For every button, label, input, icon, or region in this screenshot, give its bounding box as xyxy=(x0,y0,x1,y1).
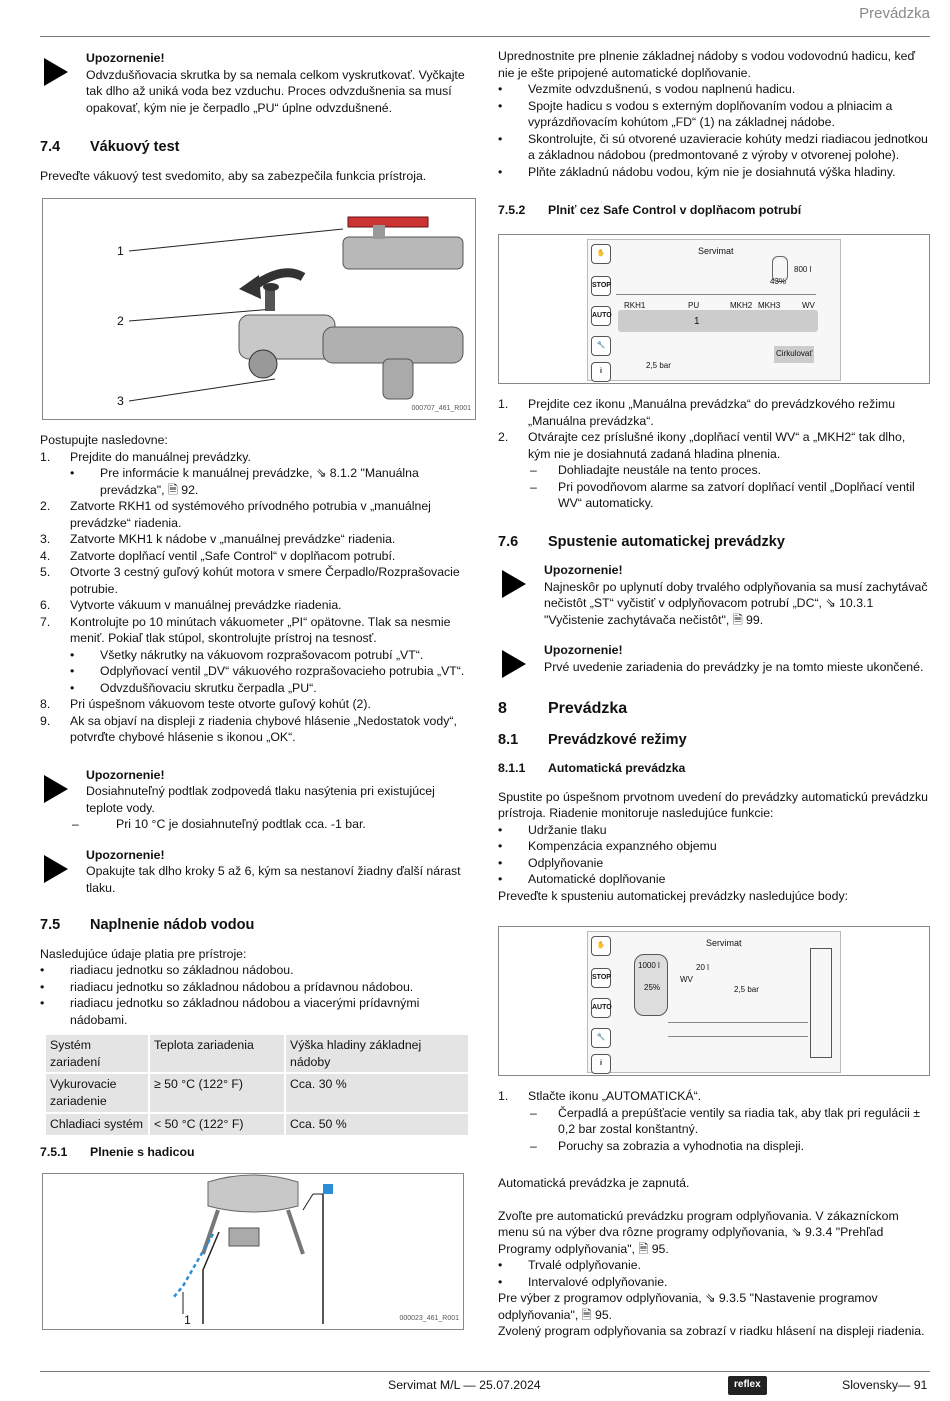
system-tank-icon xyxy=(810,948,832,1058)
list-item: • riadiacu jednotku so základnou nádobou a viacerými prídavnými nádobami. xyxy=(40,995,472,1028)
list-item: 1. Prejdite do manuálnej prevádzky. • Pre informácie k manuálnej prevádzke, ⇘ 8.1.2 "Manuálna prevádzka", 🗎 92. xyxy=(40,449,472,499)
controller-screen xyxy=(587,239,841,381)
level-percent: 25% xyxy=(644,983,661,992)
list-item: • Intervalové odplyňovanie. xyxy=(498,1274,930,1291)
section-heading xyxy=(498,732,930,749)
section-title: Naplnenie nádob vodou xyxy=(90,917,255,933)
section-number: 7.5.1 xyxy=(40,1145,68,1159)
left-column-procedure xyxy=(40,432,472,1028)
table-cell: ≥ 50 °C (122° F) xyxy=(150,1074,284,1112)
warning-box xyxy=(498,642,930,675)
list-item: 4. Zatvorte doplňací ventil „Safe Control“ v doplňacom potrubí. xyxy=(40,548,396,563)
bullet-list xyxy=(498,1257,930,1290)
section-title: Plnenie s hadicou xyxy=(90,1145,195,1159)
paragraph: Nasledujúce údaje platia pre prístroje: xyxy=(40,946,247,961)
pump-label: PU xyxy=(688,301,700,310)
warning-text: Dosiahnuteľný podtlak zodpovedá tlaku nasýtenia pri existujúcej teplote vody. xyxy=(86,784,435,815)
screen-title: Servimat xyxy=(698,246,734,256)
warning-title: Upozornenie! xyxy=(544,563,623,577)
list-item: – Čerpadlá a prepúšťacie ventily sa riadia tak, aby tlak pri regulácii ± 0,2 bar zostal konštantný. xyxy=(498,1105,930,1138)
list-item: • Trvalé odplyňovanie. xyxy=(498,1257,930,1274)
table-header-cell: Systém zariadení xyxy=(46,1035,148,1072)
section-number: 8.1 xyxy=(498,731,519,748)
header-divider xyxy=(40,36,930,37)
pressure-value: 2,5 bar xyxy=(646,361,671,370)
section-title: Plniť cez Safe Control v doplňacom potrubí xyxy=(548,203,802,217)
table-cell: < 50 °C (122° F) xyxy=(150,1114,284,1135)
valve-label: WV xyxy=(802,301,815,310)
warning-arrow-icon xyxy=(502,650,526,678)
table-header-cell: Výška hladiny základnej nádoby xyxy=(286,1035,468,1072)
section-title: Prevádzkové režimy xyxy=(548,731,687,748)
subsection-heading xyxy=(40,1144,472,1161)
list-item: – Poruchy sa zobrazia a vyhodnotia na displeji. xyxy=(498,1138,930,1155)
list-item: 8. Pri úspešnom vákuovom teste otvorte guľový kohút (2). xyxy=(40,697,371,711)
paragraph: Uprednostnite pre plnenie základnej nádoby s vodou vodovodnú hadicu, keď nie je ešte pripojené automatické doplňovanie. xyxy=(498,49,916,80)
brand-logo: reflex xyxy=(728,1376,767,1395)
controller-screen xyxy=(587,931,841,1073)
list-item: • Vezmite odvzdušnenú, s vodou naplnenú hadicu. xyxy=(498,81,930,98)
table-row xyxy=(46,1074,468,1112)
warning-box xyxy=(40,767,472,833)
list-item: • Odplyňovanie xyxy=(498,855,930,872)
warning-text: Najneskôr po uplynutí doby trvalého odplyňovania sa musí zachytávač nečistôt „ST“ vyčistiť v odplyňovacom potrubí „DC“, ⇘ 10.3.1 "Vyčistenie zachytávača nečistôt", 🗎 99. xyxy=(544,579,928,627)
volume-value: 1000 l xyxy=(638,961,660,970)
procedure-list xyxy=(498,1088,930,1105)
list-item: • Pre informácie k manuálnej prevádzke, ⇘ 8.1.2 "Manuálna prevádzka", 🗎 92. xyxy=(40,465,472,498)
pipe-line xyxy=(668,1036,808,1037)
warning-title: Upozornenie! xyxy=(86,767,165,782)
list-item: • Odplyňovací ventil „DV“ vákuového rozprašovacieho potrubia „VT“. xyxy=(40,663,472,680)
figure-reference: 000707_461_R001 xyxy=(411,404,471,412)
warning-arrow-icon xyxy=(44,775,68,803)
list-item: • Plňte základnú nádobu vodou, kým nie je dosiahnutá výška hladiny. xyxy=(498,164,930,181)
section-number: 8.1.1 xyxy=(498,761,526,775)
callout-label: 2 xyxy=(117,314,124,328)
level-percent: 43% xyxy=(770,277,787,286)
left-column xyxy=(40,50,472,184)
section-number: 7.5.2 xyxy=(498,203,526,217)
paragraph: Automatická prevádzka je zapnutá. xyxy=(498,1176,690,1190)
callout-label: 1 xyxy=(184,1313,191,1327)
figure-reference: 000023_461_R001 xyxy=(399,1314,459,1322)
stop-button: STOP xyxy=(591,276,611,296)
table-cell: Vykurovacie zariadenie xyxy=(46,1074,148,1112)
warning-box xyxy=(498,562,930,628)
dash-list xyxy=(498,1105,930,1155)
pressure-value: 2,5 bar xyxy=(734,985,759,994)
table-header-row xyxy=(46,1035,468,1072)
hose-illustration xyxy=(43,1174,464,1330)
info-icon: i xyxy=(591,362,611,382)
subsection-heading xyxy=(498,202,930,219)
footer-language: Slovensky xyxy=(842,1378,899,1392)
list-item: • Skontrolujte, či sú otvorené uzavieracie kohúty medzi riadiacou jednotkou a základnou nádobou (predmontované z výroby v otvorenej polohe). xyxy=(498,131,930,164)
valve-label: MKH3 xyxy=(758,301,781,310)
procedure-list xyxy=(498,396,930,462)
manual-hand-icon: ✋ xyxy=(591,936,611,956)
list-item: 6. Vytvorte vákuum v manuálnej prevádzke riadenia. xyxy=(40,598,342,612)
hose-figure xyxy=(42,1173,464,1330)
list-item: • Spojte hadicu s vodou s externým doplňovaním vodou a plniacim a vyprázdňovacím kohútom „FD“ (1) na základnej nádobe. xyxy=(498,98,930,131)
right-column-top xyxy=(498,48,930,219)
list-item: • Automatické doplňovanie xyxy=(498,871,930,888)
callout-label: 1 xyxy=(117,244,124,258)
stop-button: STOP xyxy=(591,968,611,988)
list-item: • Kompenzácia expanzného objemu xyxy=(498,838,930,855)
section-number: 7.6 xyxy=(498,533,519,550)
list-item: 5. Otvorte 3 cestný guľový kohút motora v smere Čerpadlo/Rozprašovacie potrubie. xyxy=(40,565,460,596)
controller-screen-figure xyxy=(498,234,930,384)
paragraph: Preveďte k spusteniu automatickej prevádzky nasledujúce body: xyxy=(498,888,849,903)
wrench-icon: 🔧 xyxy=(591,336,611,356)
dash-list xyxy=(498,462,930,512)
pipe-line xyxy=(616,294,816,295)
subsection-heading xyxy=(498,760,930,777)
component-bar xyxy=(618,310,818,332)
wrench-icon: 🔧 xyxy=(591,1028,611,1048)
callout-label: 3 xyxy=(117,394,124,408)
section-number: 7.4 xyxy=(40,139,61,155)
section-title: Vákuový test xyxy=(90,139,180,155)
list-item: – Pri 10 °C je dosiahnuteľný podtlak cca. -1 bar. xyxy=(40,816,472,833)
controller-screen-figure xyxy=(498,926,930,1076)
pump-number: 1 xyxy=(694,316,700,327)
list-item: 2. Zatvorte RKH1 od systémového prívodného potrubia v „manuálnej prevádzke“ riadenia. xyxy=(40,499,431,530)
list-item: 3. Zatvorte MKH1 k nádobe v „manuálnej prevádzke“ riadenia. xyxy=(40,532,396,546)
warning-text: Odvzdušňovacia skrutka by sa nemala celkom vyskrutkovať. Vyčkajte tak dlho až uniká voda bez vzduchu. Proces odvzdušnenia sa musí opakovať, kým nie je čerpadlo „PU“ úplne odvzdušnené. xyxy=(86,67,465,115)
paragraph: Pre výber z programov odplyňovania, ⇘ 9.3.5 "Nastavenie programov odplyňovania", 🗎 95. xyxy=(498,1291,878,1322)
warning-box xyxy=(40,847,472,897)
paragraph: Zvolený program odplyňovania sa zobrazí v riadku hlásení na displeji riadenia. xyxy=(498,1324,925,1338)
warning-arrow-icon xyxy=(502,570,526,598)
list-item: 2. Otvárajte cez príslušné ikony „doplňací ventil WV“ a „MKH2“ tak dlho, kým nie je dosiahnutá zadaná hladina plnenia. xyxy=(498,430,906,461)
warning-title: Upozornenie! xyxy=(544,643,623,657)
section-title: Prevádzka xyxy=(548,700,628,717)
refill-value: 20 l xyxy=(696,963,709,972)
section-number: 8 xyxy=(498,700,507,717)
section-number: 7.5 xyxy=(40,917,61,933)
section-heading xyxy=(40,139,472,156)
list-item: – Pri povodňovom alarme sa zatvorí doplňací ventil „Doplňací ventil WV“ automaticky. xyxy=(498,479,930,512)
warning-text: Prvé uvedenie zariadenia do prevádzky je na tomto mieste ukončené. xyxy=(544,659,924,674)
bullet-list xyxy=(498,822,930,888)
list-item: • riadiacu jednotku so základnou nádobou a prídavnou nádobou. xyxy=(40,979,472,996)
warning-box xyxy=(40,50,472,116)
right-column-middle xyxy=(498,396,930,904)
footer-document: Servimat M/L — 25.07.2024 xyxy=(388,1378,541,1392)
valve-label: WV xyxy=(680,975,693,984)
right-column-bottom xyxy=(498,1088,930,1340)
auto-button: AUTO xyxy=(591,998,611,1018)
list-item: • riadiacu jednotku so základnou nádobou. xyxy=(40,962,472,979)
valve-label: RKH1 xyxy=(624,301,646,310)
section-heading xyxy=(40,917,472,934)
info-icon: i xyxy=(591,1054,611,1074)
list-item: • Udržanie tlaku xyxy=(498,822,930,839)
list-item: – Dohliadajte neustále na tento proces. xyxy=(498,462,930,479)
manual-hand-icon: ✋ xyxy=(591,244,611,264)
table-row xyxy=(46,1114,468,1135)
valve-figure xyxy=(42,198,476,420)
paragraph: Postupujte nasledovne: xyxy=(40,433,168,447)
list-item: 7. Kontrolujte po 10 minútach vákuometer „PI“ opätovne. Tlak sa nesmie meniť. Pokiaľ tlak stúpol, skontrolujte prístroj na tesnosť. • Všetky nákrutky na vákuovom rozprašovacom potrubí „VT“. • Odplyňovací ventil „DV“ vákuového rozprašovacieho potrubia „VT“. • Odvzdušňovaciu skrutku čerpadla „PU“. xyxy=(40,614,472,697)
fill-level-table xyxy=(44,1033,470,1137)
footer-page-number: — 91 xyxy=(898,1378,928,1392)
list-item: 1. Stlačte ikonu „AUTOMATICKÁ“. xyxy=(498,1089,702,1103)
mode-badge: Cirkulovať xyxy=(774,346,814,363)
auto-button: AUTO xyxy=(591,306,611,326)
bullet-list xyxy=(498,81,930,180)
table-cell: Cca. 50 % xyxy=(286,1114,468,1135)
valve-label: MKH2 xyxy=(730,301,753,310)
list-item: • Odvzdušňovaciu skrutku čerpadla „PU“. xyxy=(40,680,472,697)
bullet-list xyxy=(40,962,472,1028)
procedure-list xyxy=(40,449,472,746)
warning-arrow-icon xyxy=(44,58,68,86)
screen-title: Servimat xyxy=(706,938,742,948)
section-title: Automatická prevádzka xyxy=(548,761,686,775)
footer-divider xyxy=(40,1371,930,1372)
volume-value: 800 l xyxy=(794,265,812,274)
table-cell: Chladiaci systém xyxy=(46,1114,148,1135)
valve-illustration xyxy=(43,199,476,420)
warning-title: Upozornenie! xyxy=(86,847,165,862)
warning-arrow-icon xyxy=(44,855,68,883)
warning-text: Opakujte tak dlho kroky 5 až 6, kým sa nestanoví žiadny ďalší nárast tlaku. xyxy=(86,864,461,895)
list-item: • Všetky nákrutky na vákuovom rozprašovacom potrubí „VT“. xyxy=(40,647,472,664)
table-header-cell: Teplota zariadenia xyxy=(150,1035,284,1072)
section-title: Spustenie automatickej prevádzky xyxy=(548,533,785,550)
table-cell: Cca. 30 % xyxy=(286,1074,468,1112)
chapter-heading xyxy=(498,701,930,718)
list-item: 9. Ak sa objaví na displeji z riadenia chybové hlásenie „Nedostatok vody“, potvrďte chybové hlásenie s ikonou „OK“. xyxy=(40,713,457,744)
pipe-line xyxy=(668,1022,808,1023)
paragraph: Preveďte vákuový test svedomito, aby sa zabezpečila funkcia prístroja. xyxy=(40,168,427,183)
paragraph: Zvoľte pre automatickú prevádzku program odplyňovania. V zákazníckom menu sú na výber dva rôzne programy odplyňovania, ⇘ 9.3.4 "Prehľad Programy odplyňovania", 🗎 95. xyxy=(498,1208,899,1256)
paragraph: Spustite po úspešnom prvotnom uvedení do prevádzky automatickú prevádzku prístroja. Riadenie monitoruje nasledujúce funkcie: xyxy=(498,789,928,820)
warning-title: Upozornenie! xyxy=(86,51,165,65)
list-item: 1. Prejdite cez ikonu „Manuálna prevádzka“ do prevádzkového režimu „Manuálna prevádzka“. xyxy=(498,397,896,428)
header-title: Prevádzka xyxy=(859,5,930,22)
section-heading xyxy=(498,534,930,551)
